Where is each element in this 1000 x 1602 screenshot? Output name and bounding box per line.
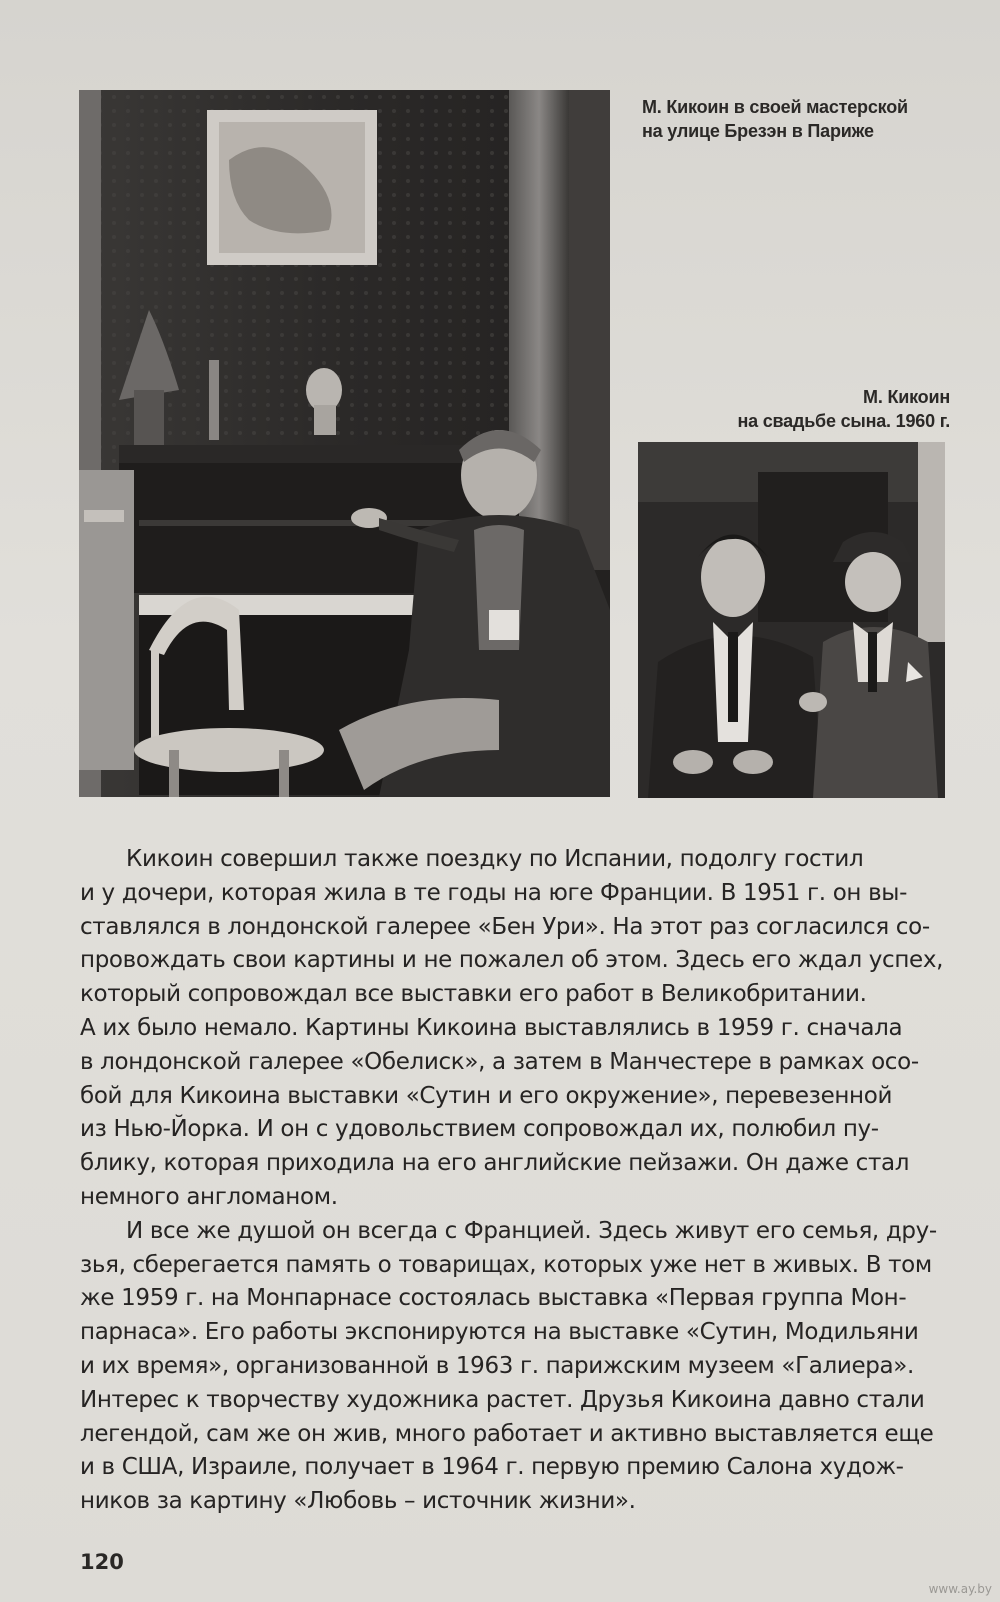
caption-line: на улице Брезэн в Париже [642,121,874,141]
text-line: и их время», организованной в 1963 г. парижским музеем «Галиера». [80,1352,914,1379]
text-line: бой для Кикоина выставки «Сутин и его окружение», перевезенной [80,1082,893,1109]
main-photo-caption [642,95,942,143]
text-line: из Нью-Йорка. И он с удовольствием сопровождал их, полюбил пу- [80,1116,879,1143]
text-line: ников за картину «Любовь – источник жизни». [80,1488,636,1515]
text-line: и у дочери, которая жила в те годы на юге Франции. В 1951 г. он вы- [80,879,908,906]
text-line: И все же душой он всегда с Францией. Здесь живут его семья, дру- [126,1217,937,1244]
page-number: 120 [80,1550,124,1574]
text-line: парнаса». Его работы экспонируются на выставке «Сутин, Модильяни [80,1319,919,1346]
text-line: и в США, Израиле, получает в 1964 г. первую премию Салона худож- [80,1454,904,1481]
caption-line: на свадьбе сына. 1960 г. [737,411,950,431]
caption-line: М. Кикоин в своей мастерской [642,97,908,117]
watermark: www.ay.by [928,1582,992,1596]
caption-line: М. Кикоин [863,387,950,407]
text-line: Кикоин совершил также поездку по Испании, подолгу гостил [126,846,864,872]
studio-photo [79,90,610,797]
text-line: А их было немало. Картины Кикоина выставлялись в 1959 г. сначала [80,1014,903,1041]
body-text [80,843,944,1519]
paragraph [80,843,944,1215]
text-line: ставлялся в лондонской галерее «Бен Ури». На этот раз согласился со- [80,913,930,940]
text-line: зья, сберегается память о товарищах, которых уже нет в живых. В том [80,1251,932,1278]
text-line: же 1959 г. на Монпарнасе состоялась выставка «Первая группа Мон- [80,1285,907,1312]
paragraph [80,1215,940,1519]
text-line: Интерес к творчеству художника растет. Друзья Кикоина давно стали [80,1386,925,1413]
wedding-photo-caption [690,385,950,433]
text-line: в лондонской галерее «Обелиск», а затем в Манчестере в рамках осо- [80,1048,919,1075]
text-line: немного англоманом. [80,1183,338,1210]
text-line: блику, которая приходила на его английские пейзажи. Он даже стал [80,1150,910,1177]
text-line: который сопровождал все выставки его работ в Великобритании. [80,981,867,1008]
text-line: легендой, сам же он жив, много работает и активно выставляется еще [80,1420,934,1447]
wedding-photo [638,442,945,798]
text-line: провождать свои картины и не пожалел об этом. Здесь его ждал успех, [80,947,944,974]
